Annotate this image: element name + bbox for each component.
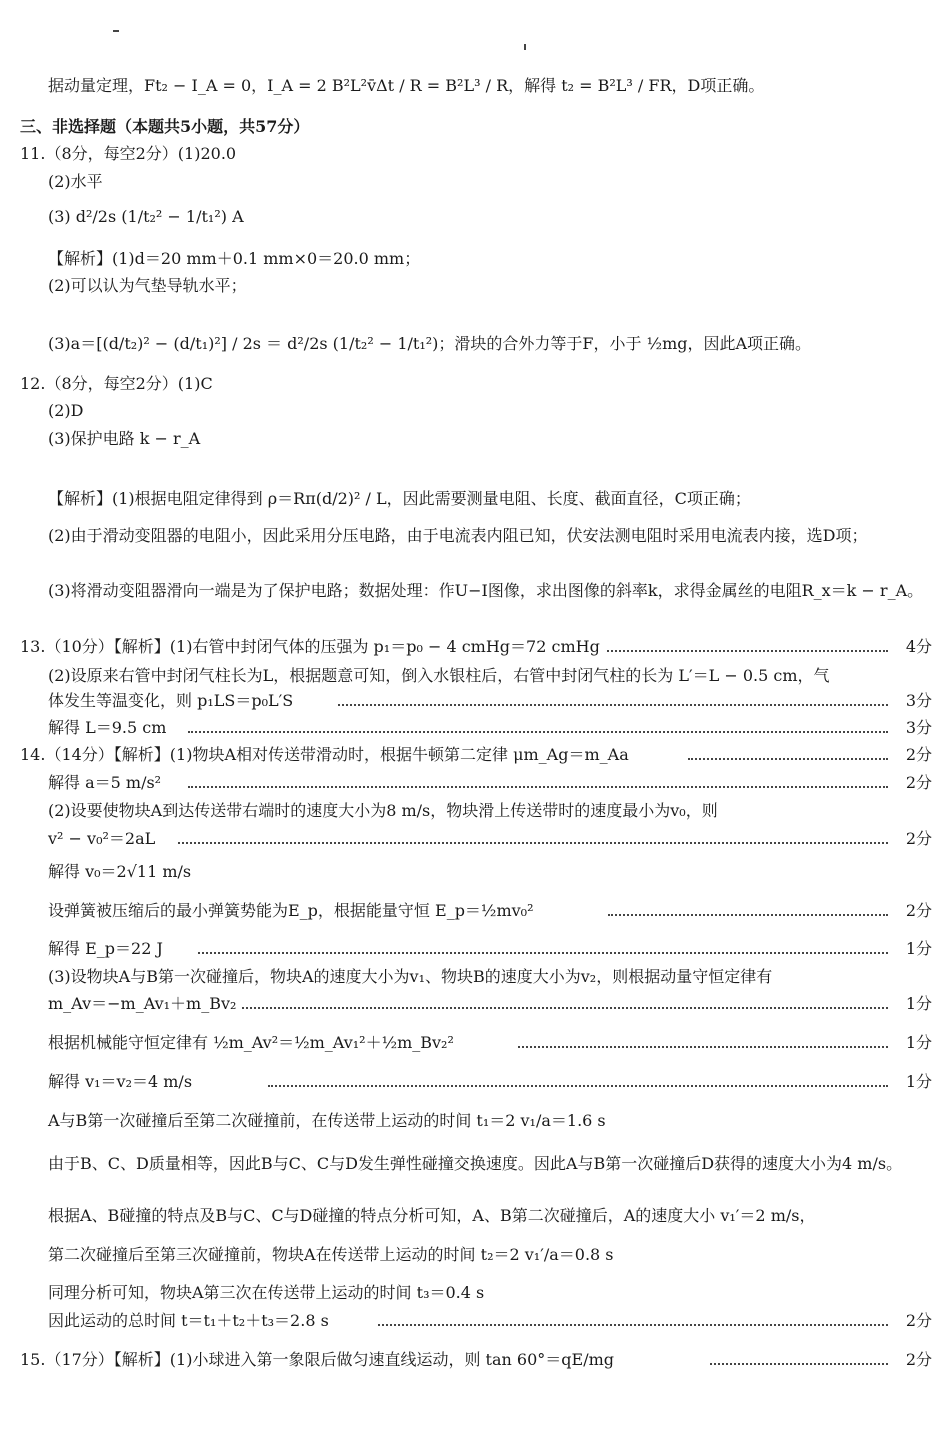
analysis-line: 【解析】(1)d＝20 mm＋0.1 mm×0＝20.0 mm；	[48, 249, 421, 268]
analysis-line: 同理分析可知，物块A第三次在传送带上运动的时间 t₃＝0.4 s	[48, 1283, 485, 1302]
answer-line: (2)水平	[48, 172, 103, 191]
step-points: 2分	[900, 1311, 932, 1331]
analysis-line: 解得 v₀＝2√11 m/s	[48, 862, 192, 881]
analysis-line: 【解析】(1)根据电阻定律得到 ρ＝Rπ(d/2)² / L，因此需要测量电阻、长度、截面直径，C项正确；	[48, 489, 751, 508]
answer-line: 据动量定理，Ft₂ − I_A = 0，I_A = 2 B²L²v̄Δt / R = B²L³ / R，解得 t₂ = B²L³ / FR，D项正确。	[48, 76, 765, 95]
scored-step	[48, 936, 932, 962]
analysis-line: 根据A、B碰撞的特点及B与C、C与D碰撞的特点分析可知，A、B第二次碰撞后，A的速度大小 v₁′＝2 m/s，	[48, 1206, 816, 1225]
step-text: 13.（10分）【解析】(1)右管中封闭气体的压强为 p₁＝p₀ − 4 cmHg＝72 cmHg	[20, 637, 606, 657]
step-text: 解得 E_p＝22 J	[48, 939, 169, 959]
analysis-line: (3)a＝[(d/t₂)² − (d/t₁)²] / 2s ＝ d²/2s (1/t₂² − 1/t₁²)；滑块的合外力等于F，小于 ½mg，因此A项正确。	[48, 334, 812, 353]
analysis-line: 第二次碰撞后至第三次碰撞前，物块A在传送带上运动的时间 t₂＝2 v₁′/a＝0.8 s	[48, 1245, 614, 1264]
question-header: 12.（8分，每空2分）(1)C	[20, 374, 213, 393]
answer-line: (3) d²/2s (1/t₂² − 1/t₁²) A	[48, 207, 244, 226]
step-text: 解得 v₁＝v₂＝4 m/s	[48, 1072, 198, 1092]
step-text: 因此运动的总时间 t＝t₁＋t₂＋t₃＝2.8 s	[48, 1311, 335, 1331]
step-text: v² − v₀²＝2aL	[48, 829, 161, 849]
section-heading: 三、非选择题（本题共5小题，共57分）	[20, 117, 310, 136]
scored-step	[48, 991, 932, 1017]
answer-line: (2)D	[48, 401, 84, 420]
analysis-line: (2)设要使物块A到达传送带右端时的速度大小为8 m/s，物块滑上传送带时的速度最小为v₀，则	[48, 801, 718, 820]
scored-step	[48, 826, 932, 852]
cropped-glyph-mark	[113, 30, 119, 40]
step-text: 15.（17分）【解析】(1)小球进入第一象限后做匀速直线运动，则 tan 60°＝qE/mg	[20, 1350, 620, 1370]
scored-step	[20, 1347, 932, 1373]
step-points: 3分	[900, 718, 932, 738]
step-points: 2分	[900, 829, 932, 849]
scored-step	[48, 1308, 932, 1334]
step-points: 1分	[900, 994, 932, 1014]
scored-step	[48, 1030, 932, 1056]
step-text: 设弹簧被压缩后的最小弹簧势能为E_p，根据能量守恒 E_p＝½mv₀²	[48, 901, 539, 921]
step-points: 1分	[900, 1033, 932, 1053]
step-points: 1分	[900, 939, 932, 959]
step-points: 3分	[900, 691, 932, 711]
analysis-line: (3)设物块A与B第一次碰撞后，物块A的速度大小为v₁、物块B的速度大小为v₂，则根据动量守恒定律有	[48, 967, 773, 986]
step-text: 根据机械能守恒定律有 ½m_Av²＝½m_Av₁²＋½m_Bv₂²	[48, 1033, 460, 1053]
analysis-paragraph: (2)由于滑动变阻器的电阻小，因此采用分压电路，由于电流表内阻已知，伏安法测电阻时采用电流表内接，选D项；	[48, 526, 868, 545]
step-points: 2分	[900, 773, 932, 793]
scored-step	[20, 634, 932, 660]
analysis-paragraph: (2)设原来右管中封闭气柱长为L，根据题意可知，倒入水银柱后，右管中封闭气柱的长为 L′＝L − 0.5 cm，气	[48, 666, 830, 685]
step-points: 1分	[900, 1072, 932, 1092]
scored-step	[48, 898, 932, 924]
step-text: 解得 a＝5 m/s²	[48, 773, 167, 793]
step-points: 2分	[900, 1350, 932, 1370]
step-points: 4分	[900, 637, 932, 657]
step-text: 解得 L＝9.5 cm	[48, 718, 172, 738]
analysis-paragraph: (3)将滑动变阻器滑向一端是为了保护电路；数据处理：作U−I图像，求出图像的斜率k，求得金属丝的电阻R_x＝k − r_A。	[48, 581, 924, 600]
step-points: 2分	[900, 745, 932, 765]
analysis-line: (2)可以认为气垫导轨水平；	[48, 276, 247, 295]
question-header: 11.（8分，每空2分）(1)20.0	[20, 144, 237, 163]
step-text: m_Av＝−m_Av₁＋m_Bv₂	[48, 994, 242, 1014]
step-text: 体发生等温变化，则 p₁LS＝p₀L′S	[48, 691, 299, 711]
answer-line: (3)保护电路 k − r_A	[48, 429, 201, 448]
scored-step	[48, 688, 932, 714]
analysis-line: A与B第一次碰撞后至第二次碰撞前，在传送带上运动的时间 t₁＝2 v₁/a＝1.6 s	[48, 1111, 606, 1130]
scored-step	[48, 1069, 932, 1095]
scored-step	[48, 770, 932, 796]
step-text: 14.（14分）【解析】(1)物块A相对传送带滑动时，根据牛顿第二定律 μm_Ag＝m_Aa	[20, 745, 635, 765]
cropped-glyph-mark	[524, 44, 529, 50]
step-points: 2分	[900, 901, 932, 921]
scored-step	[20, 742, 932, 768]
analysis-paragraph: 由于B、C、D质量相等，因此B与C、C与D发生弹性碰撞交换速度。因此A与B第一次碰撞后D获得的速度大小为4 m/s。	[48, 1154, 903, 1173]
scored-step	[48, 715, 932, 741]
